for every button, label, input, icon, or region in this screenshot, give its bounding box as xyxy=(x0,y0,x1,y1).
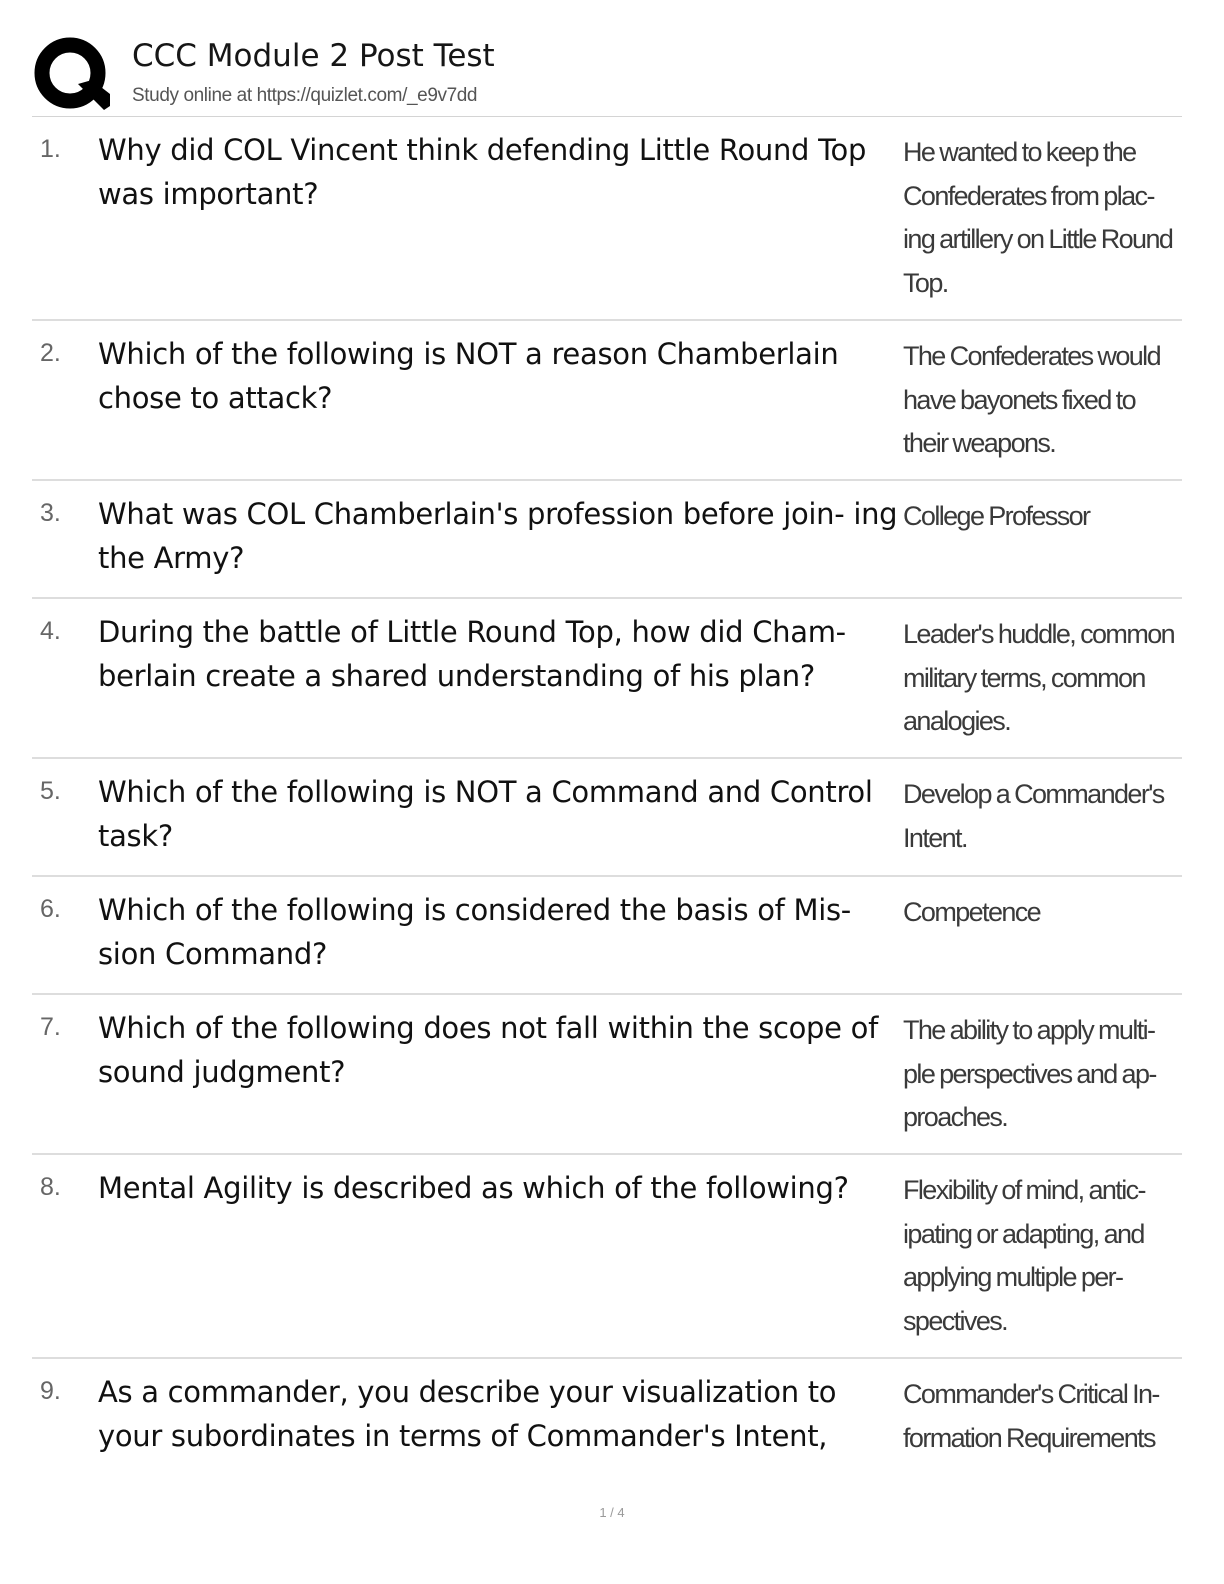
card-number: 8. xyxy=(40,1173,61,1201)
card-term: As a commander, you describe your visualization to your subordinates in terms of Commander's Intent, xyxy=(98,1375,837,1453)
card-definition: He wanted to keep the Confederates from plac- ing artillery on Little Round Top. xyxy=(903,137,1173,298)
card-number: 9. xyxy=(40,1377,61,1405)
flashcard-list xyxy=(32,117,1182,1469)
page-number: 1 / 4 xyxy=(599,1505,625,1520)
card-definition: The ability to apply multi- ple perspectives and ap- proaches. xyxy=(903,1015,1156,1132)
card-term: Which of the following does not fall within the scope of sound judgment? xyxy=(98,1011,878,1089)
quizlet-logo-icon xyxy=(34,36,110,112)
flashcard-3 xyxy=(32,481,1182,599)
card-term: Which of the following is considered the basis of Mis- sion Command? xyxy=(98,893,851,971)
card-term: Why did COL Vincent think defending Little Round Top was important? xyxy=(98,133,867,211)
card-term: What was COL Chamberlain's profession before join- ing the Army? xyxy=(98,497,898,575)
card-number: 5. xyxy=(40,777,61,805)
page-header xyxy=(34,30,1182,116)
flashcard-5 xyxy=(32,759,1182,877)
card-number: 7. xyxy=(40,1013,61,1041)
page-title: CCC Module 2 Post Test xyxy=(132,38,495,74)
card-term: Which of the following is NOT a reason Chamberlain chose to attack? xyxy=(98,337,839,415)
card-number: 3. xyxy=(40,499,61,527)
card-definition: Competence xyxy=(903,897,1041,927)
flashcard-7 xyxy=(32,995,1182,1155)
study-online-link[interactable]: Study online at https://quizlet.com/_e9v7dd xyxy=(132,85,478,106)
flashcard-1 xyxy=(32,117,1182,321)
flashcard-9 xyxy=(32,1359,1182,1469)
card-definition: Commander's Critical In- formation Requirements xyxy=(903,1379,1159,1453)
card-number: 1. xyxy=(40,135,61,163)
card-definition: College Professor xyxy=(903,501,1090,531)
card-term: Which of the following is NOT a Command and Control task? xyxy=(98,775,873,853)
card-term: During the battle of Little Round Top, how did Cham- berlain create a shared understanding of his plan? xyxy=(98,615,846,693)
card-number: 6. xyxy=(40,895,61,923)
flashcard-8 xyxy=(32,1155,1182,1359)
card-number: 4. xyxy=(40,617,61,645)
flashcard-4 xyxy=(32,599,1182,759)
card-definition: The Confederates would have bayonets fixed to their weapons. xyxy=(903,341,1160,458)
flashcard-2 xyxy=(32,321,1182,481)
card-definition: Leader's huddle, common military terms, common analogies. xyxy=(903,619,1175,736)
card-definition: Develop a Commander's Intent. xyxy=(903,779,1164,853)
card-definition: Flexibility of mind, antic- ipating or adapting, and applying multiple per- spectives. xyxy=(903,1175,1145,1336)
card-term: Mental Agility is described as which of the following? xyxy=(98,1171,849,1205)
card-number: 2. xyxy=(40,339,61,367)
flashcard-6 xyxy=(32,877,1182,995)
